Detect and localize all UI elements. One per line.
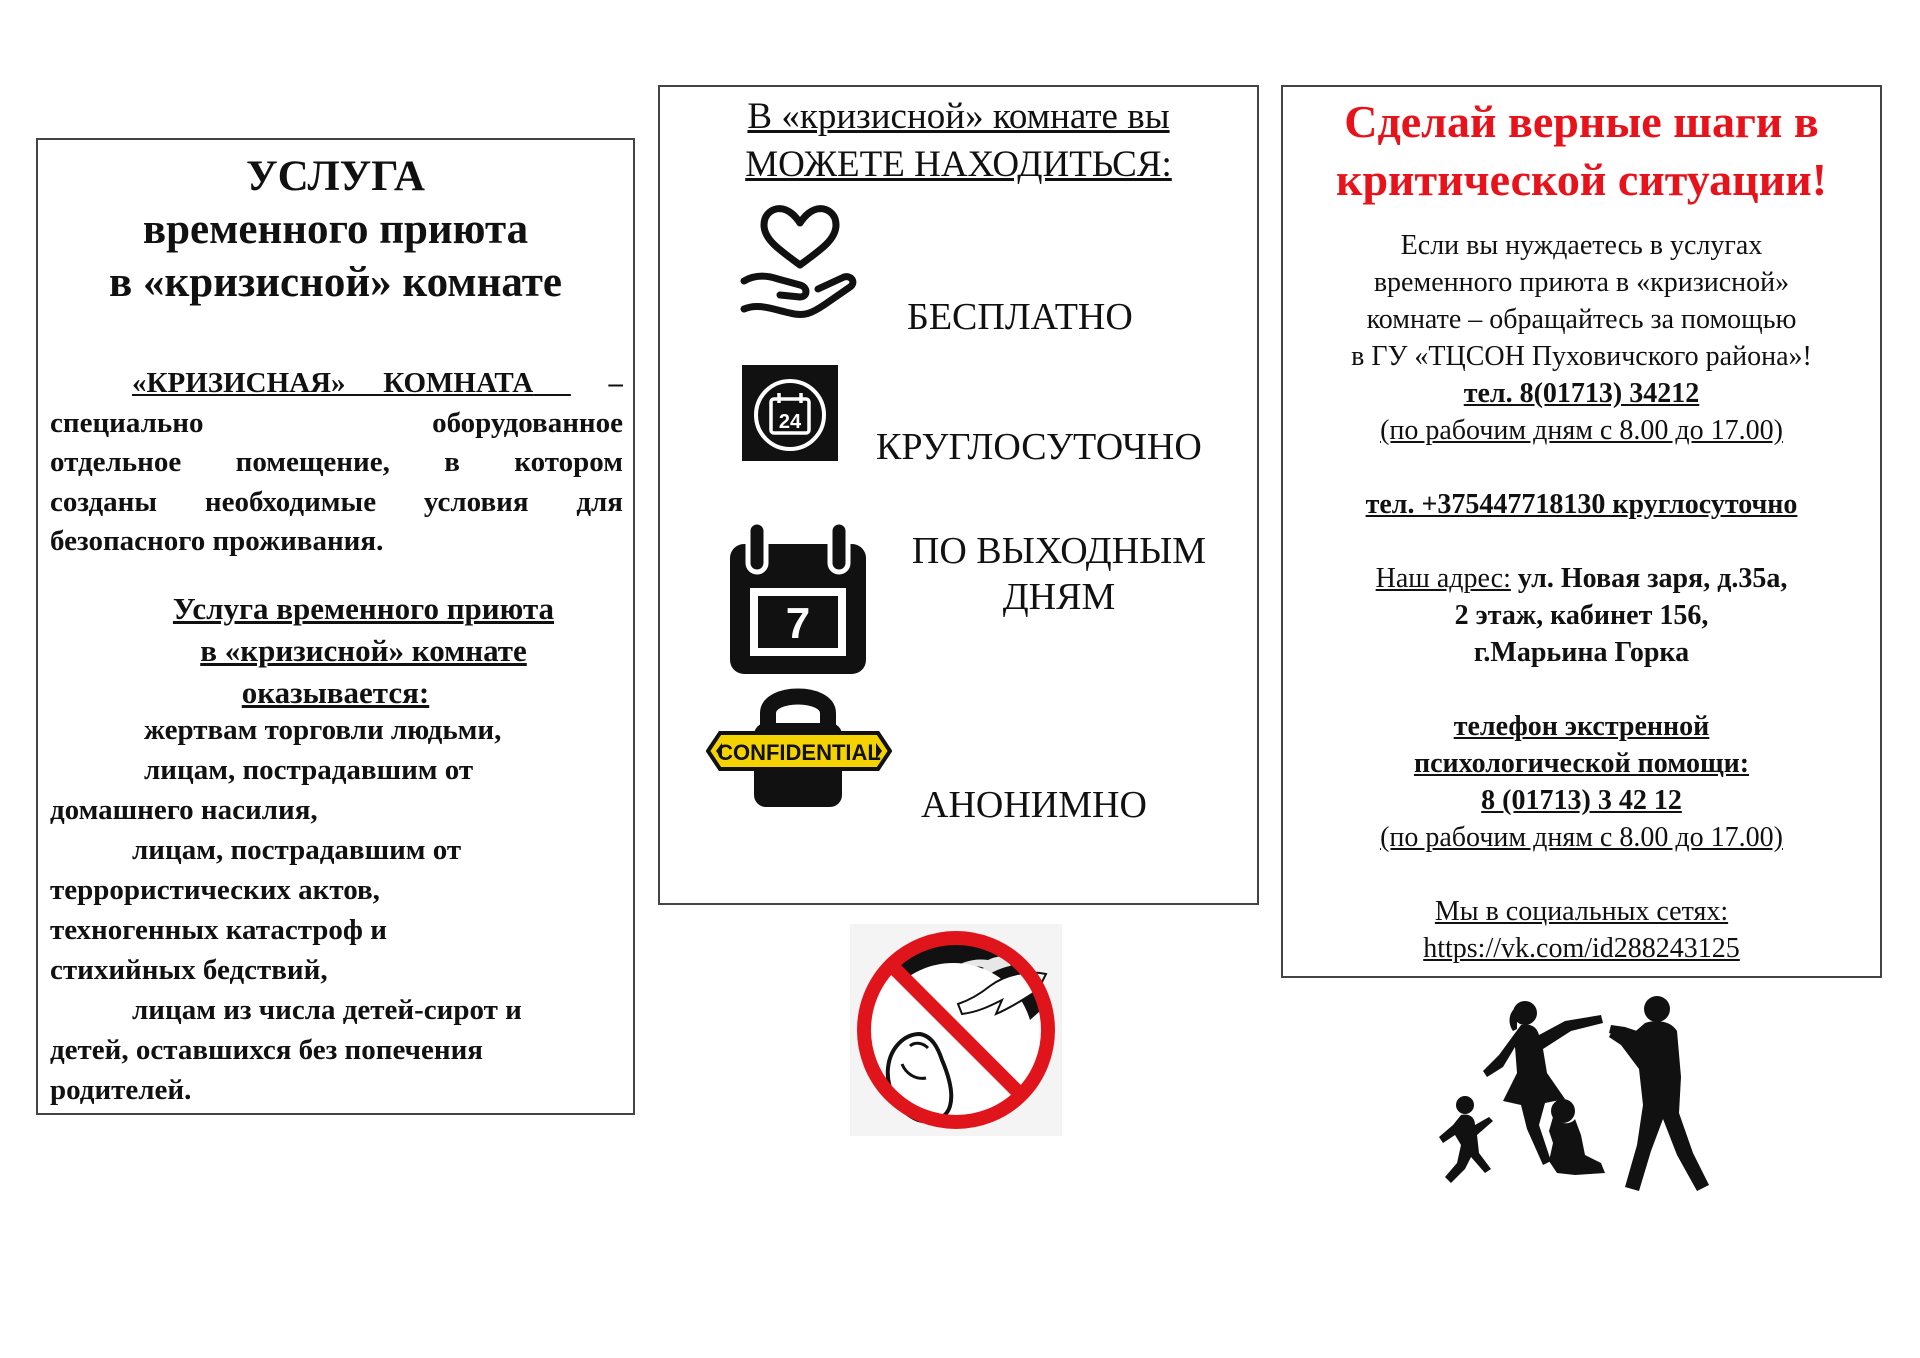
list-item: жертвам торговли людьми, xyxy=(144,714,502,746)
right-title-line-1: Сделай верные шаги в xyxy=(1344,96,1819,147)
address-line-1 xyxy=(1283,560,1880,597)
address-line-3: г.Марьина Горка xyxy=(1473,637,1690,668)
service-title-line-3: в «кризисной» комнате xyxy=(109,259,562,306)
middle-panel xyxy=(658,85,1259,905)
intro-line-1: Если вы нуждаетесь в услугах xyxy=(1400,230,1763,261)
svg-text:24: 24 xyxy=(778,411,802,433)
list-item: родителей. xyxy=(50,1074,192,1106)
crisis-room-definition xyxy=(50,364,623,562)
provided-heading-line-1: Услуга временного приюта xyxy=(172,591,555,626)
feature-weekends-label xyxy=(895,527,1223,621)
feature-24h-label: КРУГЛОСУТОЧНО xyxy=(876,426,1202,468)
definition-line-3: созданы необходимые условия для xyxy=(50,485,623,518)
hotline-phone[interactable]: 8 (01713) 3 42 12 xyxy=(1481,785,1682,816)
right-panel xyxy=(1281,85,1882,978)
calendar-7-icon xyxy=(730,522,866,674)
right-title xyxy=(1283,93,1880,209)
feature-free-label: БЕСПЛАТНО xyxy=(907,296,1133,338)
feature-anonymous-label: АНОНИМНО xyxy=(921,784,1147,826)
work-phone-hours: (по рабочим дням с 8.00 до 17.00) xyxy=(1380,415,1783,446)
stop-violence-sign-icon xyxy=(850,924,1062,1136)
right-title-line-2: критической ситуации! xyxy=(1335,154,1828,205)
list-item: лицам, пострадавшим от xyxy=(144,754,474,786)
definition-dash: – xyxy=(570,367,623,399)
provided-to-heading xyxy=(38,588,633,714)
hotline-hours: (по рабочим дням с 8.00 до 17.00) xyxy=(1380,822,1783,853)
address-street: ул. Новая заря, д.35а, xyxy=(1510,563,1788,594)
definition-line-2: отдельное помещение, в котором xyxy=(50,446,623,478)
can-stay-heading-line-2: МОЖЕТЕ НАХОДИТЬСЯ: xyxy=(745,144,1172,185)
hotline-heading-line-1: телефон экстренной xyxy=(1453,711,1710,742)
intro-line-4: в ГУ «ТЦСОН Пуховичского района»! xyxy=(1351,341,1812,372)
recipients-list xyxy=(50,710,630,1110)
address-line-2: 2 этаж, кабинет 156, xyxy=(1454,600,1709,631)
contact-info xyxy=(1283,227,1880,967)
provided-heading-line-3: оказывается: xyxy=(241,675,430,710)
service-title xyxy=(38,150,633,309)
address-label: Наш адрес: xyxy=(1375,563,1511,594)
list-item: техногенных катастроф и xyxy=(50,914,387,946)
intro-line-2: временного приюта в «кризисной» xyxy=(1373,267,1790,298)
feature-weekends-line-1: ПО ВЫХОДНЫМ xyxy=(911,530,1207,572)
heart-in-hand-icon xyxy=(738,205,860,325)
list-item: лицам, пострадавшим от xyxy=(132,834,462,866)
social-label: Мы в социальных сетях: xyxy=(1434,896,1729,927)
hotline-heading-line-2: психологической помощи: xyxy=(1413,748,1750,779)
list-item: стихийных бедствий, xyxy=(50,954,328,986)
definition-line-1: специально оборудованное xyxy=(50,406,623,439)
social-link[interactable]: https://vk.com/id288243125 xyxy=(1423,933,1740,964)
mobile-phone[interactable]: тел. +375447718130 круглосуточно xyxy=(1365,489,1798,520)
list-item: лицам из числа детей-сирот и xyxy=(132,994,522,1026)
can-stay-heading-line-1: В «кризисной» комнате вы xyxy=(747,96,1170,137)
svg-text:7: 7 xyxy=(785,599,811,648)
definition-term: «КРИЗИСНАЯ» КОМНАТА xyxy=(132,367,534,399)
list-item: террористических актов, xyxy=(50,874,380,906)
list-item: домашнего насилия, xyxy=(50,794,318,826)
service-title-line-1: УСЛУГА xyxy=(246,153,425,200)
service-title-line-2: временного приюта xyxy=(142,206,529,253)
confidential-lock-icon xyxy=(706,683,892,807)
calendar-24-icon xyxy=(742,365,838,461)
left-panel xyxy=(36,138,635,1115)
list-item: детей, оставшихся без попечения xyxy=(50,1034,483,1066)
provided-heading-line-2: в «кризисной» комнате xyxy=(200,633,527,668)
feature-weekends-line-2: ДНЯМ xyxy=(1002,576,1116,618)
confidential-badge-text: CONFIDENTIAL xyxy=(717,740,881,765)
definition-line-4: безопасного проживания. xyxy=(50,525,384,557)
work-phone[interactable]: тел. 8(01713) 34212 xyxy=(1463,378,1700,409)
can-stay-heading xyxy=(660,93,1257,189)
intro-line-3: комнате – обращайтесь за помощью xyxy=(1366,304,1797,335)
family-violence-silhouette-icon xyxy=(1425,985,1725,1207)
